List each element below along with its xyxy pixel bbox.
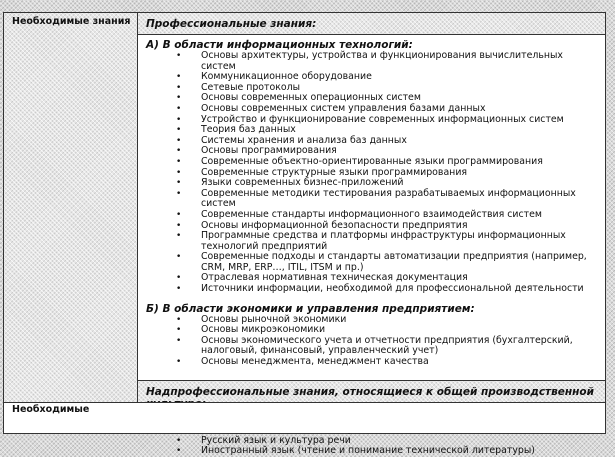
section-it-title: А) В области информационных технологий: <box>146 39 413 51</box>
list-item-text: Основы менеджмента, менеджмент качества <box>201 356 429 368</box>
list-item <box>176 446 597 457</box>
list-item-text: Основы современных операционных систем <box>201 92 421 104</box>
bullet-icon: • <box>176 188 182 199</box>
section-economics-list <box>146 315 597 368</box>
next-row-label: Необходимые <box>12 404 90 415</box>
list-item <box>176 231 597 252</box>
row-label: Необходимые знания <box>12 16 131 27</box>
list-item-text: Современные объектно-ориентированные языки программирования <box>201 155 543 167</box>
section-it-list <box>146 51 597 295</box>
section-economics-title: Б) В области экономики и управления предприятием: <box>146 302 475 315</box>
list-item <box>176 357 597 368</box>
bullet-icon: • <box>176 357 182 368</box>
list-item-text: Иностранный язык (чтение и понимание технической литературы) <box>201 445 535 457</box>
list-item-text: Сетевые протоколы <box>201 81 301 93</box>
bullet-icon: • <box>176 72 182 83</box>
list-item-text: Системы хранения и анализа баз данных <box>201 134 407 146</box>
list-item-text: Источники информации, необходимой для профессиональной деятельности <box>201 283 584 295</box>
list-item-text: Теория баз данных <box>201 124 296 136</box>
bullet-icon: • <box>176 231 182 242</box>
list-item-text: Устройство и функционирование современных информационных систем <box>201 113 564 125</box>
bullet-icon: • <box>176 135 182 146</box>
list-item-text: Современные методики тестирования разрабатываемых информационных систем <box>201 187 576 210</box>
list-item-text: Русский язык и культура речи <box>201 434 351 446</box>
bullet-icon: • <box>176 273 182 284</box>
list-item-text: Современные структурные языки программирования <box>201 166 468 178</box>
bullet-icon: • <box>176 146 182 157</box>
list-item-text: Языки современных бизнес-приложений <box>201 177 404 189</box>
bullet-icon: • <box>176 178 182 189</box>
bullet-icon: • <box>176 114 182 125</box>
list-item-text: Основы микроэкономики <box>201 324 326 336</box>
list-item <box>176 51 597 72</box>
list-item-text: Коммуникационное оборудование <box>201 71 372 83</box>
bullet-icon: • <box>176 93 182 104</box>
bullet-icon: • <box>176 103 182 114</box>
knowledge-table <box>3 12 606 457</box>
bullet-icon: • <box>176 82 182 93</box>
list-item-text: Отраслевая нормативная техническая документация <box>201 272 468 284</box>
content-cell <box>138 13 605 457</box>
list-item-text: Современные подходы и стандарты автоматизации предприятия (например, CRM, MRP, ERP…, ITIL, ITSM и пр.) <box>201 251 587 273</box>
bullet-icon: • <box>176 156 182 167</box>
bullet-icon: • <box>176 220 182 231</box>
section-it <box>138 35 605 368</box>
bullet-icon: • <box>176 446 182 457</box>
list-item <box>176 252 597 273</box>
bullet-icon: • <box>176 125 182 136</box>
bullet-icon: • <box>176 252 182 263</box>
bullet-icon: • <box>176 325 182 336</box>
bullet-icon: • <box>176 51 182 61</box>
list-item-text: Основы архитектуры, устройства и функционирования вычислительных систем <box>201 50 563 72</box>
bullet-icon: • <box>176 435 182 446</box>
list-item-text: Основы современных систем управления базами данных <box>201 102 486 114</box>
bullet-icon: • <box>176 284 182 295</box>
row-label-cell <box>4 13 138 402</box>
bullet-icon: • <box>176 335 182 346</box>
bullet-icon: • <box>176 167 182 178</box>
list-item-text: Основы рыночной экономики <box>201 313 347 325</box>
list-item-text: Современные стандарты информационного взаимодействия систем <box>201 208 542 220</box>
professional-header: Профессиональные знания: <box>138 13 605 35</box>
next-row <box>4 402 605 433</box>
bullet-icon: • <box>176 209 182 220</box>
list-item-text: Основы программирования <box>201 145 337 157</box>
list-item-text: Основы информационной безопасности предприятия <box>201 219 468 231</box>
list-item <box>176 336 597 357</box>
list-item-text: Программные средства и платформы инфраструктуры информационных технологий предприятий <box>201 230 566 252</box>
list-item <box>176 189 597 210</box>
list-item <box>176 284 597 295</box>
bullet-icon: • <box>176 314 182 325</box>
supra-header: Надпрофессиональные знания, относящиеся к общей производственной <box>138 380 605 415</box>
list-item-text: Основы экономического учета и отчетности предприятия (бухгалтерский, налоговый, финансовый, управленческий учет) <box>201 334 573 357</box>
